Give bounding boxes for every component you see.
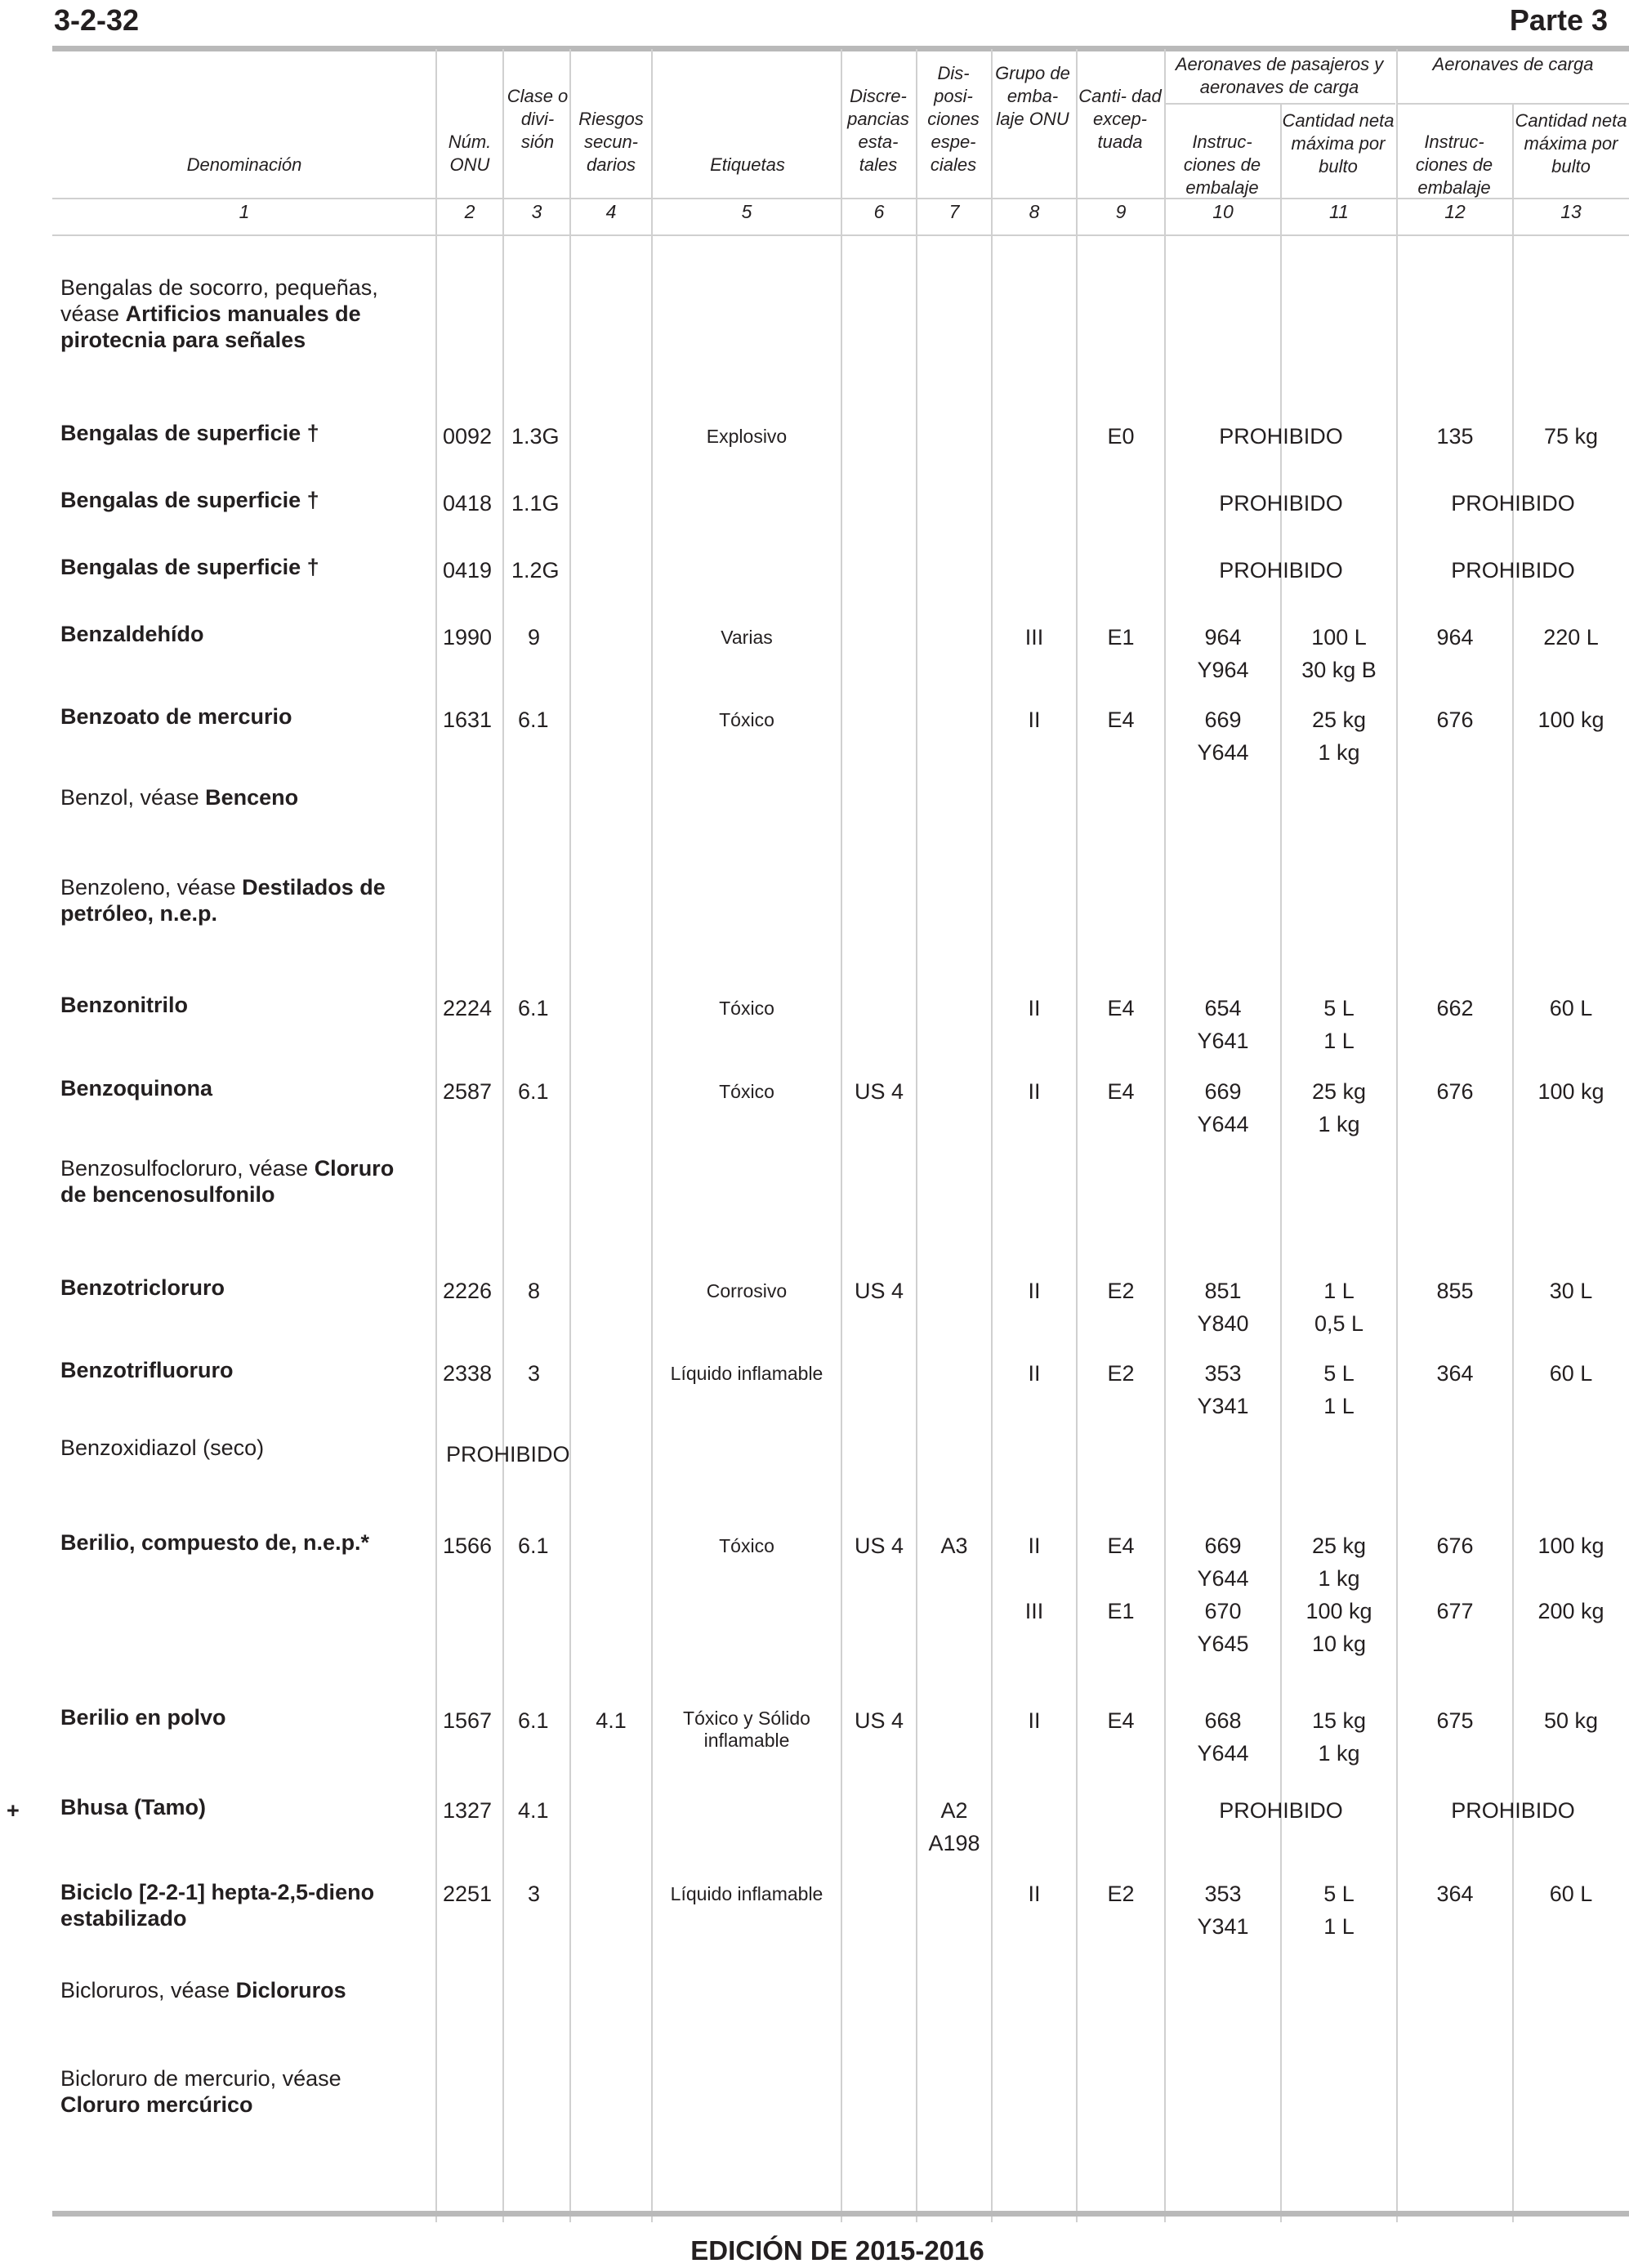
excepted-qty: E4 (1107, 996, 1135, 1020)
header-col-6: Discre- pancias esta- tales (847, 86, 909, 175)
qty-pax: 5 L (1323, 1882, 1355, 1906)
class: 3 (528, 1882, 541, 1906)
pi-pax: 851 (1204, 1279, 1242, 1303)
qty-pax: 25 kg (1311, 1534, 1367, 1558)
excepted-qty: E4 (1107, 1534, 1135, 1558)
subsidiary-risk: 4.1 (596, 1708, 627, 1733)
excepted-qty: E4 (1107, 1079, 1135, 1104)
colnum-6: 6 (873, 201, 885, 222)
qty-pax: 30 kg B (1301, 658, 1377, 682)
qty-pax: 100 L (1311, 625, 1367, 650)
label: Líquido inflamable (670, 1363, 823, 1384)
qty-cargo: 100 kg (1538, 1534, 1604, 1558)
class: 1.1G (511, 491, 560, 516)
packing-group: II (1028, 708, 1041, 732)
pi-cargo: 135 (1436, 424, 1474, 449)
colnum-1: 1 (239, 201, 250, 222)
header-group-pax: Aeronaves de pasajeros y aeronaves de carga (1175, 54, 1384, 97)
pi-cargo: 855 (1436, 1279, 1474, 1303)
label: Explosivo (706, 426, 788, 447)
pi-pax: 353 (1204, 1882, 1242, 1906)
qty-pax: 1 L (1323, 1029, 1355, 1053)
label: Tóxico (719, 709, 774, 730)
pi-cargo: 676 (1436, 1079, 1474, 1104)
un-number: 2226 (443, 1279, 493, 1303)
pi-pax: Y641 (1197, 1029, 1249, 1053)
prohibited-cargo: PROHIBIDO (1451, 1798, 1575, 1823)
pi-pax: Y644 (1197, 1741, 1249, 1766)
bottom-rule (52, 2211, 1629, 2217)
entry-name: Benzoquinona (60, 1076, 212, 1101)
col-rule (502, 49, 504, 2222)
qty-pax: 15 kg (1311, 1708, 1367, 1733)
pi-pax: Y644 (1197, 740, 1249, 765)
label: Tóxico y Sólido inflamable (683, 1708, 810, 1751)
header-group-cargo: Aeronaves de carga (1432, 54, 1594, 74)
un-number: 1631 (443, 708, 493, 732)
excepted-qty: E2 (1107, 1279, 1135, 1303)
qty-pax: 1 kg (1318, 1741, 1360, 1766)
colnum-3: 3 (531, 201, 542, 222)
header-col-12: Instruc- ciones de embalaje (1415, 132, 1493, 198)
entry-name: Bhusa (Tamo) (60, 1795, 207, 1819)
excepted-qty: E2 (1107, 1361, 1135, 1386)
pi-cargo: 677 (1436, 1599, 1474, 1623)
qty-cargo: 220 L (1543, 625, 1599, 650)
pi-pax: 669 (1204, 708, 1242, 732)
class: 6.1 (518, 996, 549, 1020)
packing-group: II (1028, 1708, 1041, 1733)
colnum-5: 5 (741, 201, 752, 222)
pi-pax: Y964 (1197, 658, 1249, 682)
qty-pax: 1 kg (1318, 740, 1360, 765)
header-col-11: Cantidad neta máxima por bulto (1282, 110, 1395, 176)
prohibited-pax: PROHIBIDO (1219, 558, 1343, 583)
pi-pax: 670 (1204, 1599, 1242, 1623)
entry-name: Benzotricloruro (60, 1275, 225, 1300)
qty-cargo: 200 kg (1538, 1599, 1604, 1623)
label: Tóxico (719, 1081, 774, 1102)
table-row: Bicloruros, véase Dicloruros (60, 1978, 346, 2002)
pi-pax: Y645 (1197, 1632, 1249, 1656)
entry-name: Bengalas de superficie † (60, 421, 319, 445)
header-col-1: Denominación (186, 154, 302, 175)
class: 6.1 (518, 1079, 549, 1104)
packing-group: II (1028, 1361, 1041, 1386)
header-col-2: Núm. ONU (448, 132, 492, 175)
label: Líquido inflamable (670, 1883, 823, 1904)
table-row: Bicloruro de mercurio, véase Cloruro mercúrico (60, 2066, 341, 2117)
state-variation: US 4 (854, 1708, 904, 1733)
qty-pax: 5 L (1323, 1361, 1355, 1386)
table-row: Benzoleno, véase Destilados de petróleo, n.e.p. (60, 875, 386, 926)
class: 8 (528, 1279, 541, 1303)
special-provision: A198 (928, 1831, 980, 1855)
entry-name: Benzonitrilo (60, 993, 188, 1017)
un-number: 0092 (443, 424, 493, 449)
footer-edition: EDICIÓN DE 2015-2016 (690, 2235, 984, 2266)
qty-pax: 25 kg (1311, 708, 1367, 732)
un-number: 2224 (443, 996, 493, 1020)
pi-pax: Y644 (1197, 1566, 1249, 1591)
excepted-qty: E4 (1107, 1708, 1135, 1733)
colnum-7: 7 (948, 201, 960, 222)
qty-pax: 1 L (1323, 1279, 1355, 1303)
pi-pax: 654 (1204, 996, 1242, 1020)
label: Varias (721, 627, 773, 648)
label: Tóxico (719, 998, 774, 1019)
pi-pax: Y644 (1197, 1112, 1249, 1136)
qty-pax: 25 kg (1311, 1079, 1367, 1104)
entry-name: Benzaldehído (60, 622, 204, 646)
excepted-qty: E0 (1107, 424, 1135, 449)
pi-cargo: 364 (1436, 1361, 1474, 1386)
un-number: 1567 (443, 1708, 493, 1733)
pi-cargo: 676 (1436, 708, 1474, 732)
un-number: 0418 (443, 491, 493, 516)
header-col-8: Grupo de emba- laje ONU (995, 63, 1070, 129)
prohibited-un: PROHIBIDO (446, 1442, 570, 1467)
pi-pax: Y341 (1197, 1914, 1249, 1939)
class: 9 (528, 625, 541, 650)
packing-group: II (1028, 1882, 1041, 1906)
special-provision: A2 (940, 1798, 968, 1823)
label: Tóxico (719, 1535, 774, 1556)
qty-pax: 0,5 L (1314, 1311, 1364, 1336)
entry-name: Berilio en polvo (60, 1705, 226, 1730)
qty-cargo: 30 L (1549, 1279, 1593, 1303)
packing-group: III (1024, 625, 1044, 650)
packing-group: II (1028, 1279, 1041, 1303)
colnum-12: 12 (1444, 201, 1466, 222)
un-number: 2587 (443, 1079, 493, 1104)
prohibited-pax: PROHIBIDO (1219, 1798, 1343, 1823)
qty-pax: 10 kg (1311, 1632, 1367, 1656)
page-number: 3-2-32 (54, 3, 140, 37)
pi-cargo: 676 (1436, 1534, 1474, 1558)
colnum-4: 4 (605, 201, 617, 222)
pi-cargo: 364 (1436, 1882, 1474, 1906)
entry-name: Benzoxidiazol (seco) (60, 1435, 265, 1460)
qty-cargo: 50 kg (1543, 1708, 1599, 1733)
pi-cargo: 964 (1436, 625, 1474, 650)
un-number: 0419 (443, 558, 493, 583)
pi-cargo: 675 (1436, 1708, 1474, 1733)
qty-pax: 1 L (1323, 1394, 1355, 1418)
qty-cargo: 60 L (1549, 1882, 1593, 1906)
pi-pax: 669 (1204, 1534, 1242, 1558)
excepted-qty: E1 (1107, 625, 1135, 650)
header-col-10: Instruc- ciones de embalaje (1183, 132, 1261, 198)
pi-pax: Y341 (1197, 1394, 1249, 1418)
state-variation: US 4 (854, 1279, 904, 1303)
state-variation: US 4 (854, 1534, 904, 1558)
prohibited-pax: PROHIBIDO (1219, 424, 1343, 449)
prohibited-pax: PROHIBIDO (1219, 491, 1343, 516)
excepted-qty: E2 (1107, 1882, 1135, 1906)
class: 1.3G (511, 424, 560, 449)
pi-pax: Y840 (1197, 1311, 1249, 1336)
col-rule (916, 49, 917, 2222)
table-row: Benzol, véase Benceno (60, 785, 299, 810)
un-number: 1327 (443, 1798, 493, 1823)
entry-name: Benzotrifluoruro (60, 1358, 234, 1382)
label: Corrosivo (706, 1280, 788, 1301)
colnum-2: 2 (464, 201, 475, 222)
pi-pax: 668 (1204, 1708, 1242, 1733)
pi-cargo: 662 (1436, 996, 1474, 1020)
qty-pax: 1 kg (1318, 1112, 1360, 1136)
colnum-8: 8 (1029, 201, 1040, 222)
un-number: 1566 (443, 1534, 493, 1558)
un-number: 2338 (443, 1361, 493, 1386)
qty-cargo: 75 kg (1543, 424, 1599, 449)
header-col-9: Canti- dad excep- tuada (1078, 86, 1162, 152)
header-col-4: Riesgos secun- darios (578, 109, 644, 175)
packing-group: II (1028, 1079, 1041, 1104)
margin-mark: + (7, 1798, 20, 1823)
qty-pax: 1 kg (1318, 1566, 1360, 1591)
part-label: Parte 3 (1509, 3, 1608, 37)
un-number: 2251 (443, 1882, 493, 1906)
entry-name: Bengalas de superficie † (60, 488, 319, 512)
colnum-13: 13 (1560, 201, 1582, 222)
col-rule (435, 49, 437, 2222)
table-row: Bengalas de socorro, pequeñas, véase Artificios manuales de pirotecnia para señales (60, 275, 378, 352)
qty-cargo: 100 kg (1538, 1079, 1604, 1104)
state-variation: US 4 (854, 1079, 904, 1104)
special-provision: A3 (940, 1534, 968, 1558)
qty-cargo: 100 kg (1538, 708, 1604, 732)
class: 1.2G (511, 558, 560, 583)
packing-group: II (1028, 996, 1041, 1020)
entry-name: Bengalas de superficie † (60, 555, 319, 579)
class: 6.1 (518, 1534, 549, 1558)
header-col-7: Dis- posi- ciones espe- ciales (927, 63, 980, 175)
colnum-11: 11 (1329, 201, 1349, 222)
un-number: 1990 (443, 625, 493, 650)
table-row: Benzosulfocloruro, véase Cloruro de bencenosulfonilo (60, 1156, 395, 1207)
qty-pax: 100 kg (1305, 1599, 1372, 1623)
qty-pax: 5 L (1323, 996, 1355, 1020)
pi-pax: 353 (1204, 1361, 1242, 1386)
prohibited-cargo: PROHIBIDO (1451, 491, 1575, 516)
pi-pax: 964 (1204, 625, 1242, 650)
colnum-9: 9 (1115, 201, 1127, 222)
entry-name: Biciclo [2-2-1] hepta-2,5-dieno estabilizado (60, 1880, 375, 1931)
class: 6.1 (518, 1708, 549, 1733)
class: 3 (528, 1361, 541, 1386)
qty-pax: 1 L (1323, 1914, 1355, 1939)
colnum-10: 10 (1212, 201, 1234, 222)
prohibited-cargo: PROHIBIDO (1451, 558, 1575, 583)
pi-pax: 669 (1204, 1079, 1242, 1104)
qty-cargo: 60 L (1549, 996, 1593, 1020)
col-rule (569, 49, 571, 2222)
header-col-13: Cantidad neta máxima por bulto (1515, 110, 1627, 176)
packing-group: III (1024, 1599, 1044, 1623)
entry-name: Berilio, compuesto de, n.e.p.* (60, 1530, 370, 1555)
class: 4.1 (518, 1798, 549, 1823)
class: 6.1 (518, 708, 549, 732)
entry-name: Benzoato de mercurio (60, 704, 292, 729)
excepted-qty: E1 (1107, 1599, 1135, 1623)
qty-cargo: 60 L (1549, 1361, 1593, 1386)
header-col-5: Etiquetas (710, 154, 785, 175)
header-col-3: Clase o divi- sión (507, 86, 569, 152)
excepted-qty: E4 (1107, 708, 1135, 732)
packing-group: II (1028, 1534, 1041, 1558)
